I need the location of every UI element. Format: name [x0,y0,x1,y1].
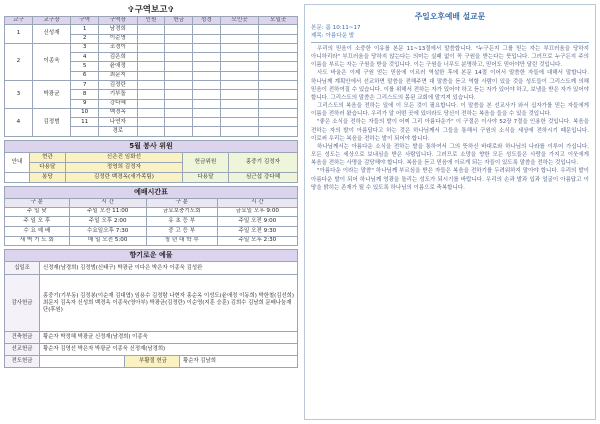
worship-cell: 금요일 오후 9:00 [217,207,297,217]
offering-label: 전도헌금 [5,356,40,368]
district-table [4,16,298,137]
worship-cell: 금요보충기도회 [146,207,217,217]
worship-cell: 중 고 등 부 [146,226,217,236]
offering-names: 황순자 김영선 박은자 박광균 이종욱 신정재(남경희) [40,344,298,356]
service-table [4,152,298,183]
district-blank-cell [193,108,221,117]
district-blank-cell [220,127,259,136]
district-leader: 경로 [99,127,138,136]
district-blank-cell [137,71,165,80]
district-blank-cell [165,53,193,62]
worship-title: 예배시간표 [4,186,298,198]
district-blank-cell [259,127,298,136]
district-leader: 김은희 [99,53,138,62]
district-blank-cell [193,62,221,71]
service-label: 안내 [5,152,30,172]
parish-leader: 이종욱 [32,43,71,80]
district-header: 구역장 [99,17,138,25]
worship-cell: 청 년 대 학 부 [146,236,217,246]
sermon-scripture: 본문: 롬 10:11~17 [311,25,361,31]
offering-names [40,356,125,368]
district-number: 10 [71,108,99,117]
sermon-body [311,45,589,192]
district-leader: 기부돌 [99,90,138,99]
district-blank-cell [220,34,259,43]
district-blank-cell [220,43,259,52]
sermon-panel [304,4,596,420]
district-leader: 윤애정 [99,62,138,71]
district-blank-cell [165,71,193,80]
district-blank-cell [137,34,165,43]
district-blank-cell [259,108,298,117]
service-cell: 심근섭 강다혜 [228,172,297,182]
district-blank-cell [193,90,221,99]
offering-label: 십일조 [5,262,40,275]
worship-header: 시 간 [217,198,297,207]
district-blank-cell [259,90,298,99]
offering-label: 건축헌금 [5,332,40,344]
offering-label: 선교헌금 [5,344,40,356]
worship-row [5,236,298,246]
district-blank-cell [259,43,298,52]
worship-row [5,217,298,227]
district-blank-cell [193,127,221,136]
service-cell: 봉당 [30,172,66,182]
district-header: 인원 [137,17,165,25]
district-leader: 조경이 [99,43,138,52]
sermon-subject: 제목: 아름다운 발 [311,32,355,39]
district-leader: 나연자 [99,118,138,127]
district-number: 9 [71,99,99,108]
service-title: 5월 봉사 위원 [4,140,298,152]
district-blank-cell [165,108,193,117]
service-cell: 홍중기 김정자 [228,152,297,172]
district-header: 교구장 [32,17,71,25]
district-blank-cell [259,62,298,71]
worship-cell: 주 일 오 후 [5,217,70,227]
sermon-paragraph: 우리의 믿음이 소중한 이유를 본문 11~13절에서 말씀합니다. "누구든지 그를 믿는 자는 부끄러움을 당하지 아니하리라" 부끄러움을 당하지 않는다는 의미는 실패 없이 꼭 구원을 받는다는 뜻입니다. 그러므로 누구든지 주의 이름을 부르는 자는 구원을 받을 것입니다. 이는 구원을 너무도 분명하고, 믿어도 믿어야만 달린 것입니다. [311,46,589,69]
district-blank-cell [165,127,193,136]
worship-cell: 새 벽 기 도 회 [5,236,70,246]
parish-number: 2 [5,43,33,80]
service-cell: 현관 [30,152,66,162]
district-blank-cell [259,99,298,108]
district-blank-cell [220,118,259,127]
service-cell: 정영희 김정자 [65,162,182,172]
worship-cell: 매 일 오전 5:00 [69,236,146,246]
worship-cell: 수 요 예 배 [5,226,70,236]
district-blank-cell [165,43,193,52]
district-number: 3 [71,43,99,52]
parish-number: 1 [5,25,33,44]
worship-header: 구 분 [146,198,217,207]
district-header: 헌금 [165,17,193,25]
district-blank-cell [259,71,298,80]
district-blank-cell [165,25,193,34]
parish-leader: 김정범 [32,108,71,136]
worship-cell: 주일 오후 2:00 [69,217,146,227]
district-blank-cell [193,99,221,108]
offering-table [4,261,298,368]
district-leader: 이순영 [99,34,138,43]
district-blank-cell [165,90,193,99]
offering-extra-label: 부활절 헌금 [125,356,180,368]
parish-number: 3 [5,80,33,108]
worship-cell: 주일 오전 9:30 [217,226,297,236]
service-cell: 다용달 [183,172,229,182]
sermon-paragraph: 그리스도의 복음을 전하는 일에 이 모든 것이 필요합니다. 이 말씀을 본 선교사가 와서 십자가를 믿는 자들에게 이름을 전하러 왔습니다. 우리가 알 어떤 곳에 있더라도 당신이 전하는 복음을 들을 수 있을 것입니다. [311,103,589,118]
district-blank-cell [165,34,193,43]
district-number: 4 [71,53,99,62]
district-blank-cell [259,53,298,62]
worship-row [5,207,298,217]
parish-number: 4 [5,108,33,136]
sermon-title: 주일오후예배 설교문 [414,12,486,21]
district-leader: 강다혜 [99,99,138,108]
district-number: 1 [71,25,99,34]
district-number: 2 [71,34,99,43]
district-report-title: ✞구역보고✞ [127,5,175,15]
sermon-paragraph: "아름다운 이라는 말씀" 하나님께 부르심을 받은 자들은 복음을 전하기를 두려워하지 말아야 합니다. 우리의 발이 아름다운 발이 되어 하나님께 영광을 돌리는 성도가 되시기를 바랍니다. 우리의 손과 발과 입과 얼굴이 아름답고 이 땅을 밝히는 존재가 될 수 있도록 하나님의 이름으로 축복합니다. [311,168,589,191]
worship-cell: 유 초 등 부 [146,217,217,227]
district-blank-cell [193,25,221,34]
district-header: 교구 [5,17,33,25]
district-blank-cell [220,62,259,71]
bulletin-left [4,4,298,420]
district-blank-cell [193,118,221,127]
offering-names: 황순자 박정혜 박광균 신정재(남경희) 이종욱 [40,332,298,344]
district-leader: 김정란 [99,80,138,89]
offering-names: 홍중기(기부동) 김정봉(이순재 김대엽) 임용수 김정람 나현자 홍순옥 이성도(윤애정 이동희) 박한철(김선희) 최문지 김옥자 신성희 백경옥 이종욱(영아부) 박광균(김정란) 이순영(지훈 승훈) 김희수 김남희 문배나눔재단(후원) [40,275,298,332]
district-number: 8 [71,90,99,99]
divider [311,42,589,43]
district-blank-cell [137,99,165,108]
service-cell: 신은진 임화선 [65,152,182,162]
worship-cell: 주일 오후 2:30 [217,236,297,246]
offering-names: 신정재(남경희) 김정범(신태구) 박광균 이다은 박은자 이종욱 김성완 [40,262,298,275]
district-blank-cell [220,108,259,117]
district-blank-cell [137,90,165,99]
district-number [71,127,99,136]
service-cell: 헌금위원 [183,152,229,172]
worship-cell: 주일 오전 11:00 [69,207,146,217]
parish-leader: 신성재 [32,25,71,44]
district-blank-cell [137,118,165,127]
district-blank-cell [137,62,165,71]
district-blank-cell [193,71,221,80]
worship-table [4,198,298,246]
district-blank-cell [165,62,193,71]
district-blank-cell [137,53,165,62]
district-blank-cell [259,118,298,127]
worship-cell: 주 일 낮 [5,207,70,217]
offering-extra-names: 황순자 김남희 [180,356,298,368]
district-blank-cell [220,71,259,80]
district-row [5,43,298,52]
district-blank-cell [165,118,193,127]
district-blank-cell [220,53,259,62]
district-blank-cell [165,80,193,89]
worship-cell: 주일 오전 9:00 [217,217,297,227]
offering-title: 향기로운 예물 [4,249,298,261]
district-header: 모일곳 [259,17,298,25]
district-number: 11 [71,118,99,127]
sermon-paragraph: 하나님께서는 아름다운 소식을 전하는 발을 통하여서 그의 뜻하신 바대로와 하나님의 나라를 이루어 가십니다. 모든 성도는 세상으로 보내심을 받은 사람입니다. 그러므로 소망을 향한 모든 성도들은 사랑을 가지고 이웃에게 복음을 전하는 사명을 감당해야 합니다. 복음을 듣고 믿음에 이르게 되는 자들이 있도록 말씀을 전하는 것입니다. [311,143,589,167]
district-blank-cell [220,25,259,34]
district-leader: 남경희 [99,25,138,34]
district-header: 모인곳 [220,17,259,25]
district-blank-cell [193,53,221,62]
district-number: 7 [71,80,99,89]
district-header: 성경 [193,17,221,25]
district-row [5,80,298,89]
parish-leader: 박광균 [32,80,71,108]
district-blank-cell [193,43,221,52]
district-blank-cell [137,108,165,117]
worship-header: 시 간 [69,198,146,207]
district-blank-cell [193,80,221,89]
district-blank-cell [259,34,298,43]
district-blank-cell [165,99,193,108]
district-number: 6 [71,71,99,80]
service-cell: 김정란 백경옥(새가족팀) [65,172,182,182]
district-number: 5 [71,62,99,71]
district-blank-cell [220,99,259,108]
sermon-paragraph: 사도 바울은 이제 구원 얻는 믿음에 이르러 역설한 후에 본문 14절 이어서 말씀한 자들에 대해서 말합니다. 하나님께 계획안에서 선교하면 말씀을 전해주면 대 말씀을 듣고 역할 사람이 있을 것을 성도들이 그리스도께 의해 믿음이 전하여질 수 있습니다. 이를 위해서 전하는 자가 있어야 하고 듣는 자가 있어야 하고, 보냄을 받은 자가 있어야 합니다. 그리스도의 말씀은 그리스도의 몸된 교회에 맡겨져 있습니다. [311,70,589,101]
district-blank-cell [137,80,165,89]
district-leader: 최문지 [99,71,138,80]
worship-row [5,226,298,236]
sermon-paragraph: "좋은 소식을 전하는 자들의 발이 어찌 그리 아름다운가" 이 구절은 이사야 52장 7절을 인용한 것입니다. 복음을 전하는 자의 발이 아름답다고 하는 것은 하나님께서 그들을 통해서 구원의 소식을 세상에 전하시기 때문입니다. 이로써 우리는 복음을 전하는 발이 되어야 합니다. [311,119,589,142]
district-blank-cell [259,80,298,89]
district-blank-cell [137,127,165,136]
offering-label: 감사헌금 [5,275,40,332]
district-row [5,25,298,34]
district-leader: 백경옥 [99,108,138,117]
district-blank-cell [220,90,259,99]
district-blank-cell [137,25,165,34]
district-row [5,108,298,117]
district-blank-cell [259,25,298,34]
district-header: 구역 [71,17,99,25]
worship-header: 구 분 [5,198,70,207]
district-blank-cell [193,34,221,43]
district-blank-cell [137,43,165,52]
district-blank-cell [220,80,259,89]
service-cell: 다용달 [30,162,66,172]
worship-cell: 수요일오후 7:30 [69,226,146,236]
